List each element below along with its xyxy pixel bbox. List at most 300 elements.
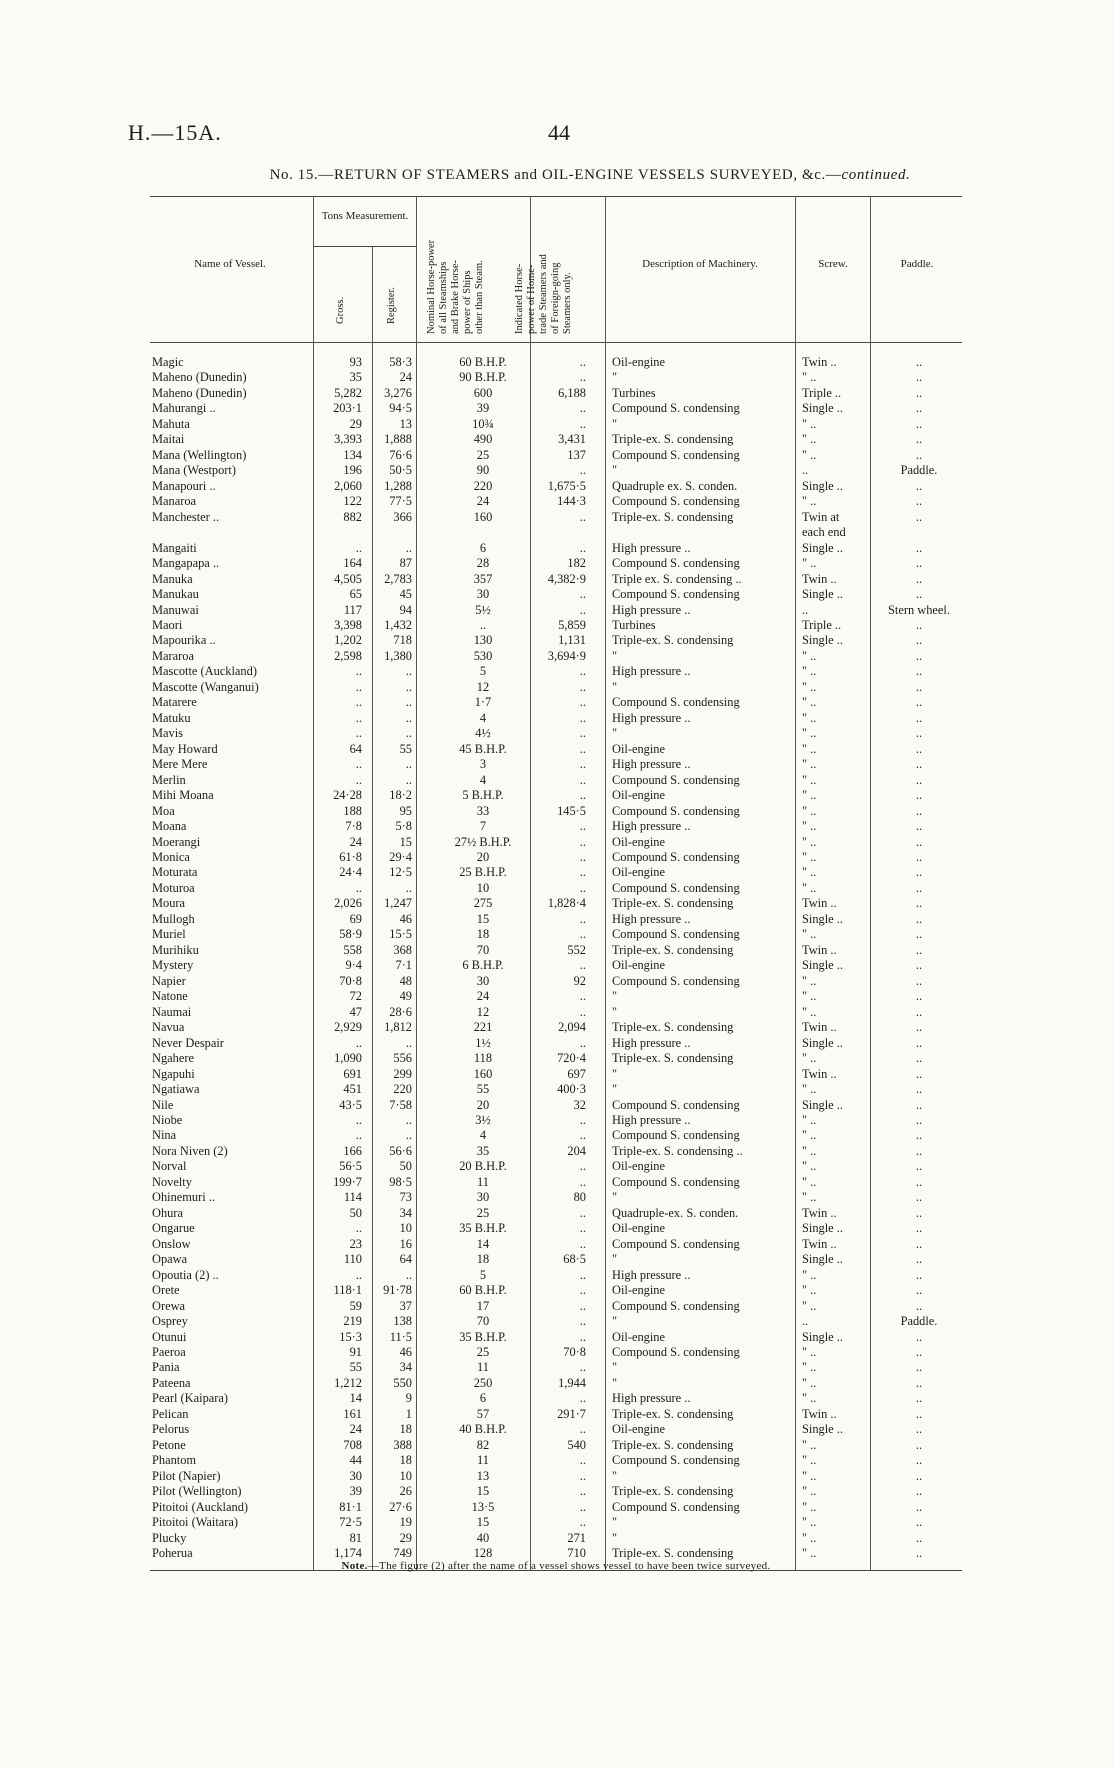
vessel-name: Pitoitoi (Auckland) xyxy=(152,1499,249,1514)
paddle-type: .. xyxy=(915,803,923,818)
table-row xyxy=(150,1453,962,1468)
vessel-name: Phantom xyxy=(152,1453,197,1468)
indicated-hp: 1,131 xyxy=(558,633,586,648)
nominal-hp: 90 xyxy=(476,463,490,478)
register-tons: 11·5 xyxy=(389,1329,412,1344)
indicated-hp: .. xyxy=(579,1484,586,1499)
indicated-hp: 4,382·9 xyxy=(547,571,586,586)
table-row xyxy=(150,1113,962,1128)
paddle-type: .. xyxy=(915,1453,923,1468)
gross-tons: 93 xyxy=(349,355,362,369)
machinery-description: " xyxy=(612,370,618,385)
register-tons: .. xyxy=(405,710,412,725)
paddle-type: .. xyxy=(915,1267,923,1282)
indicated-hp: 540 xyxy=(567,1437,586,1452)
indicated-hp: 68·5 xyxy=(563,1252,586,1267)
screw-type: Twin .. xyxy=(802,896,837,911)
screw-type: " .. xyxy=(802,1546,817,1561)
machinery-description: Oil-engine xyxy=(612,1329,665,1344)
indicated-hp: .. xyxy=(579,355,586,369)
table-row xyxy=(150,633,962,648)
machinery-description: " xyxy=(612,1004,618,1019)
paddle-type: Paddle. xyxy=(900,463,938,478)
indicated-hp: .. xyxy=(579,1159,586,1174)
nominal-hp: 20 xyxy=(476,1097,490,1112)
gross-tons: .. xyxy=(355,710,362,725)
screw-type: Single .. xyxy=(802,1035,843,1050)
register-tons: 19 xyxy=(399,1515,412,1530)
gross-tons: 39 xyxy=(349,1484,362,1499)
vessel-name: Osprey xyxy=(152,1314,188,1329)
screw-type: " .. xyxy=(802,679,817,694)
indicated-hp: .. xyxy=(579,540,586,555)
paddle-type: .. xyxy=(915,911,923,926)
indicated-hp: .. xyxy=(579,1515,586,1530)
paddle-type: .. xyxy=(915,385,923,400)
screw-type: " .. xyxy=(802,927,817,942)
machinery-description: Compound S. condensing xyxy=(612,1345,740,1359)
register-tons: 55 xyxy=(399,741,412,756)
gross-tons: 1,212 xyxy=(334,1375,362,1390)
register-tons: 15·5 xyxy=(389,927,412,942)
vessel-name: Pateena xyxy=(152,1375,191,1390)
register-tons: 73 xyxy=(399,1190,412,1205)
gross-tons: .. xyxy=(355,726,362,741)
register-tons: 87 xyxy=(399,556,412,571)
table-row xyxy=(150,1515,962,1530)
machinery-description: Turbines xyxy=(612,385,656,400)
register-tons: 45 xyxy=(399,587,412,602)
gross-tons: 134 xyxy=(343,447,362,462)
machinery-description: Compound S. condensing xyxy=(612,1097,740,1112)
gross-tons: 118·1 xyxy=(333,1283,362,1298)
indicated-hp: .. xyxy=(579,850,586,864)
indicated-hp: .. xyxy=(579,1205,586,1220)
paddle-type: .. xyxy=(915,1298,923,1313)
indicated-hp: .. xyxy=(579,1468,586,1483)
screw-type: " .. xyxy=(802,1530,817,1545)
screw-type: Single .. xyxy=(802,1097,843,1112)
paddle-type: .. xyxy=(915,571,923,586)
paddle-type: .. xyxy=(915,788,923,803)
screw-type: " .. xyxy=(802,432,817,447)
gross-tons: 219 xyxy=(343,1314,362,1329)
screw-type: " .. xyxy=(802,880,817,895)
table-row xyxy=(150,1082,962,1097)
nominal-hp: 11 xyxy=(477,1453,489,1468)
vessel-name: Petone xyxy=(152,1437,186,1452)
screw-type: Twin .. xyxy=(802,355,837,369)
vessel-name: Nile xyxy=(152,1097,174,1112)
nominal-hp: 220 xyxy=(473,478,493,493)
machinery-description: Oil-engine xyxy=(612,788,665,803)
nominal-hp: 82 xyxy=(476,1437,490,1452)
machinery-description: High pressure .. xyxy=(612,1391,691,1406)
indicated-hp: 182 xyxy=(567,556,586,571)
screw-type: " .. xyxy=(802,1267,817,1282)
gross-tons: 1,202 xyxy=(334,633,362,648)
gross-tons: 72 xyxy=(349,989,362,1004)
register-tons: .. xyxy=(405,664,412,679)
screw-type: .. xyxy=(802,602,809,617)
nominal-hp: 70 xyxy=(476,942,490,957)
register-tons: 3,276 xyxy=(384,385,412,400)
vessel-name: Mahuta xyxy=(152,416,190,431)
gross-tons: 1,090 xyxy=(334,1051,362,1066)
gross-tons: 164 xyxy=(343,556,362,571)
register-tons: 27·6 xyxy=(389,1499,412,1514)
screw-type: " .. xyxy=(802,726,817,741)
screw-type: " .. xyxy=(802,1345,817,1359)
vessel-name: Moa xyxy=(152,803,175,818)
gross-tons: .. xyxy=(355,1035,362,1050)
paddle-type: .. xyxy=(915,958,923,973)
gross-tons: 691 xyxy=(343,1066,362,1081)
paddle-type: .. xyxy=(915,556,923,571)
gross-tons: .. xyxy=(355,540,362,555)
indicated-hp: .. xyxy=(579,1314,586,1329)
indicated-hp: 400·3 xyxy=(557,1082,586,1097)
screw-type: Single .. xyxy=(802,1252,843,1267)
vessel-name: Manaroa xyxy=(152,494,197,509)
screw-type: " .. xyxy=(802,664,817,679)
paddle-type: .. xyxy=(915,1484,923,1499)
screw-type: " .. xyxy=(802,803,817,818)
screw-type: " .. xyxy=(802,648,817,663)
machinery-description: Compound S. condensing xyxy=(612,1128,740,1143)
table-row xyxy=(150,1500,962,1515)
vessel-name: Mystery xyxy=(152,958,194,973)
table-row xyxy=(150,1391,962,1406)
indicated-hp: 6,188 xyxy=(558,385,586,400)
screw-type: " .. xyxy=(802,1391,817,1406)
table-row xyxy=(150,711,962,726)
vessel-name: Mararoa xyxy=(152,648,194,663)
nominal-hp: 13·5 xyxy=(471,1499,495,1514)
table-row xyxy=(150,1128,962,1143)
machinery-description: " xyxy=(612,1530,618,1545)
register-tons: 94·5 xyxy=(389,401,412,416)
gross-tons: 72·5 xyxy=(339,1515,362,1530)
nominal-hp: 530 xyxy=(473,648,493,663)
screw-type: " .. xyxy=(802,556,817,571)
vessel-name: Moana xyxy=(152,819,187,834)
nominal-hp: 4 xyxy=(479,772,487,787)
table-row xyxy=(150,989,962,1004)
nominal-hp: 25 xyxy=(476,1345,490,1359)
screw-type: " .. xyxy=(802,1298,817,1313)
nominal-hp: 25 xyxy=(476,447,490,462)
register-tons: 220 xyxy=(393,1082,412,1097)
vessel-name: Mangapapa .. xyxy=(152,556,220,571)
gross-tons: 70·8 xyxy=(339,973,362,988)
nominal-hp: 27½ B.H.P. xyxy=(454,834,512,849)
paddle-type: .. xyxy=(915,401,923,416)
paddle-type: .. xyxy=(915,1360,923,1375)
indicated-hp: .. xyxy=(579,1128,586,1143)
machinery-description: " xyxy=(612,1066,618,1081)
indicated-hp: .. xyxy=(579,1112,586,1127)
paddle-type: .. xyxy=(915,1205,923,1220)
machinery-description: High pressure .. xyxy=(612,757,691,772)
machinery-description: Triple ex. S. condensing .. xyxy=(612,571,742,586)
vessel-name: Matuku xyxy=(152,710,191,725)
table-row xyxy=(150,1098,962,1113)
gross-tons: .. xyxy=(355,772,362,787)
table-row xyxy=(150,1159,962,1174)
indicated-hp: 3,431 xyxy=(558,432,586,447)
machinery-description: Triple-ex. S. condensing xyxy=(612,1051,734,1066)
table-row xyxy=(150,1036,962,1051)
vessel-name: Opoutia (2) .. xyxy=(152,1267,219,1282)
nominal-hp: 10¾ xyxy=(472,416,494,431)
screw-type: " .. xyxy=(802,973,817,988)
vessel-name: Norval xyxy=(152,1159,187,1174)
paddle-type: .. xyxy=(915,1375,923,1390)
nominal-hp: 40 B.H.P. xyxy=(459,1422,507,1437)
nominal-hp: 90 B.H.P. xyxy=(459,370,507,385)
machinery-description: Compound S. condensing xyxy=(612,927,740,942)
register-tons: 1 xyxy=(405,1406,412,1421)
gross-tons: .. xyxy=(355,679,362,694)
vessel-name: Never Despair xyxy=(152,1035,224,1050)
register-tons: 1,432 xyxy=(384,617,412,632)
indicated-hp: 5,859 xyxy=(558,617,586,632)
paddle-type: .. xyxy=(915,1066,923,1081)
register-tons: 9 xyxy=(405,1391,412,1406)
paddle-type: .. xyxy=(915,772,923,787)
register-tons: 18 xyxy=(399,1422,412,1437)
paddle-type: .. xyxy=(915,1190,923,1205)
header-bottom-rule xyxy=(150,342,962,343)
screw-type: " .. xyxy=(802,757,817,772)
nominal-hp: 5 B.H.P. xyxy=(462,788,504,803)
indicated-hp: .. xyxy=(579,819,586,834)
gross-tons: 55 xyxy=(349,1360,362,1375)
indicated-hp: .. xyxy=(579,989,586,1004)
table-row xyxy=(150,370,962,385)
register-tons: 98·5 xyxy=(389,1174,412,1189)
screw-type: " .. xyxy=(802,741,817,756)
paddle-type: .. xyxy=(915,850,923,864)
header-nominal-hp: Nominal Horse-power of all Steamships and Brake Horse- power of Ships other than Steam. xyxy=(426,239,485,334)
nominal-hp: 39 xyxy=(476,401,490,416)
vessel-name: Maheno (Dunedin) xyxy=(152,370,247,385)
register-tons: .. xyxy=(405,679,412,694)
machinery-description: Compound S. condensing xyxy=(612,556,740,571)
vessel-name: May Howard xyxy=(152,741,218,756)
paddle-type: .. xyxy=(915,540,923,555)
paddle-type: .. xyxy=(915,1422,923,1437)
machinery-description: " xyxy=(612,1375,618,1390)
gross-tons: 9·4 xyxy=(345,958,362,973)
nominal-hp: 7 xyxy=(479,819,487,834)
machinery-description: Oil-engine xyxy=(612,741,665,756)
paddle-type: .. xyxy=(915,447,923,462)
page-reference: H.—15A. xyxy=(128,120,222,145)
gross-tons: 30 xyxy=(349,1468,362,1483)
indicated-hp: .. xyxy=(579,757,586,772)
paddle-type: .. xyxy=(915,478,923,493)
gross-tons: 47 xyxy=(349,1004,362,1019)
paddle-type: .. xyxy=(915,1329,923,1344)
register-tons: 718 xyxy=(393,633,412,648)
vessel-name: Niobe xyxy=(152,1112,183,1127)
paddle-type: .. xyxy=(915,664,923,679)
paddle-type: .. xyxy=(915,1082,923,1097)
vessel-name: Maitai xyxy=(152,432,185,447)
table-row xyxy=(150,1407,962,1422)
machinery-description: High pressure .. xyxy=(612,602,691,617)
nominal-hp: 11 xyxy=(477,1174,489,1189)
nominal-hp: 3 xyxy=(479,757,487,772)
paddle-type: .. xyxy=(915,757,923,772)
indicated-hp: .. xyxy=(579,911,586,926)
nominal-hp: 357 xyxy=(473,571,493,586)
screw-type: " .. xyxy=(802,1437,817,1452)
register-tons: 1,888 xyxy=(384,432,412,447)
table-row xyxy=(150,881,962,896)
nominal-hp: 25 xyxy=(476,1205,490,1220)
indicated-hp: 710 xyxy=(567,1546,586,1561)
register-tons: 7·1 xyxy=(395,958,412,973)
gross-tons: .. xyxy=(355,1221,362,1236)
vessel-name: Mana (Westport) xyxy=(152,463,236,478)
nominal-hp: 70 xyxy=(476,1314,490,1329)
register-tons: .. xyxy=(405,1035,412,1050)
gross-tons: .. xyxy=(355,880,362,895)
gross-tons: 7·8 xyxy=(345,819,362,834)
gross-tons: .. xyxy=(355,1128,362,1143)
gross-tons: 91 xyxy=(349,1345,362,1359)
vessel-name: Matarere xyxy=(152,695,197,710)
vessel-name: Maheno (Dunedin) xyxy=(152,385,247,400)
indicated-hp: .. xyxy=(579,664,586,679)
gross-tons: 43·5 xyxy=(339,1097,362,1112)
register-tons: 95 xyxy=(399,803,412,818)
nominal-hp: 11 xyxy=(477,1360,489,1375)
screw-type: " .. xyxy=(802,772,817,787)
vessel-name: Pania xyxy=(152,1360,180,1375)
indicated-hp: .. xyxy=(579,1267,586,1282)
indicated-hp: 32 xyxy=(573,1097,586,1112)
paddle-type: .. xyxy=(915,942,923,957)
table-row xyxy=(150,1190,962,1205)
register-tons: 749 xyxy=(393,1546,412,1561)
nominal-hp: 17 xyxy=(476,1298,490,1313)
machinery-description: Triple-ex. S. condensing xyxy=(612,432,734,447)
table-row xyxy=(150,479,962,494)
vessel-name: Magic xyxy=(152,355,184,369)
screw-type: Single .. xyxy=(802,401,843,416)
register-tons: 1,380 xyxy=(384,648,412,663)
paddle-type: .. xyxy=(915,1004,923,1019)
paddle-type: .. xyxy=(915,819,923,834)
machinery-description: Oil-engine xyxy=(612,1283,665,1298)
tons-subheader-rule xyxy=(313,246,416,247)
paddle-type: .. xyxy=(915,1236,923,1251)
nominal-hp: 15 xyxy=(476,1484,490,1499)
vessel-name: Mana (Wellington) xyxy=(152,447,247,462)
vessel-name: Manuka xyxy=(152,571,193,586)
paddle-type: Paddle. xyxy=(900,1314,938,1329)
machinery-description: High pressure .. xyxy=(612,1112,691,1127)
machinery-description: " xyxy=(612,726,618,741)
page-number: 44 xyxy=(548,120,570,145)
indicated-hp: .. xyxy=(579,958,586,973)
register-tons: 16 xyxy=(399,1236,412,1251)
register-tons: 7·58 xyxy=(389,1097,412,1112)
machinery-description: Compound S. condensing xyxy=(612,401,740,416)
table-row xyxy=(150,1299,962,1314)
table-row xyxy=(150,1221,962,1236)
vessel-name: Pilot (Wellington) xyxy=(152,1484,242,1499)
table-row xyxy=(150,1020,962,1035)
nominal-hp: 33 xyxy=(476,803,490,818)
paddle-type: .. xyxy=(915,1159,923,1174)
gross-tons: 81·1 xyxy=(339,1499,362,1514)
indicated-hp: .. xyxy=(579,865,586,880)
machinery-description: Compound S. condensing xyxy=(612,1499,740,1514)
register-tons: 18 xyxy=(399,1453,412,1468)
machinery-description: Turbines xyxy=(612,617,656,632)
indicated-hp: .. xyxy=(579,710,586,725)
paddle-type: .. xyxy=(915,896,923,911)
machinery-description: Compound S. condensing xyxy=(612,494,740,509)
gross-tons: .. xyxy=(355,757,362,772)
indicated-hp: .. xyxy=(579,1360,586,1375)
indicated-hp: .. xyxy=(579,1422,586,1437)
register-tons: 26 xyxy=(399,1484,412,1499)
table-row xyxy=(150,896,962,911)
gross-tons: 23 xyxy=(349,1236,362,1251)
vessel-name: Mascotte (Wanganui) xyxy=(152,679,259,694)
indicated-hp: .. xyxy=(579,1453,586,1468)
screw-type: Twin .. xyxy=(802,571,837,586)
paddle-type: .. xyxy=(915,1174,923,1189)
nominal-hp: 6 B.H.P. xyxy=(462,958,504,973)
table-row xyxy=(150,974,962,989)
indicated-hp: .. xyxy=(579,509,586,524)
gross-tons: 882 xyxy=(343,509,362,524)
register-tons: 10 xyxy=(399,1468,412,1483)
indicated-hp: .. xyxy=(579,1499,586,1514)
nominal-hp: 160 xyxy=(473,1066,493,1081)
machinery-description: Oil-engine xyxy=(612,834,665,849)
nominal-hp: 12 xyxy=(476,1004,490,1019)
screw-type: Triple .. xyxy=(802,617,842,632)
machinery-description: Oil-engine xyxy=(612,865,665,880)
gross-tons: 50 xyxy=(349,1205,362,1220)
gross-tons: 2,060 xyxy=(334,478,362,493)
indicated-hp: .. xyxy=(579,1329,586,1344)
machinery-description: " xyxy=(612,1190,618,1205)
vessel-name: Moturoa xyxy=(152,880,195,895)
vessel-name: Navua xyxy=(152,1020,185,1035)
indicated-hp: 720·4 xyxy=(557,1051,586,1066)
footnote xyxy=(150,1560,962,1572)
machinery-description: " xyxy=(612,989,618,1004)
table-row xyxy=(150,742,962,757)
machinery-description: " xyxy=(612,1515,618,1530)
gross-tons: 188 xyxy=(343,803,362,818)
nominal-hp: 25 B.H.P. xyxy=(459,865,507,880)
table-top-rule xyxy=(150,196,962,197)
machinery-description: Oil-engine xyxy=(612,958,665,973)
gross-tons: 110 xyxy=(343,1252,362,1267)
nominal-hp: 128 xyxy=(473,1546,493,1561)
screw-type: each end xyxy=(802,525,846,540)
